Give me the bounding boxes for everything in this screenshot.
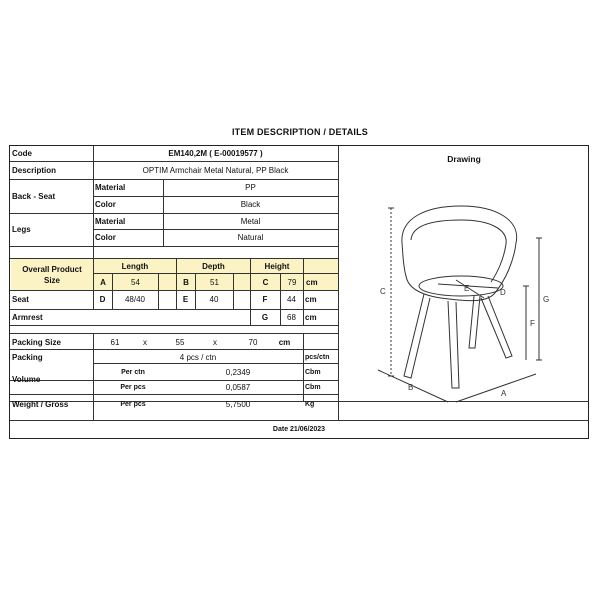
- dim-e-label: E: [464, 284, 470, 293]
- packing-size-label: Packing Size: [12, 338, 61, 347]
- seat-unit: cm: [305, 295, 317, 304]
- overall-blank-1: [159, 274, 176, 290]
- back-seat-material-value: PP: [245, 183, 256, 192]
- overall-blank-2: [234, 274, 250, 290]
- chair-drawing: [366, 198, 550, 408]
- drawing-title: Drawing: [447, 154, 481, 164]
- packing-size-unit: cm: [278, 338, 291, 347]
- depth-header: Depth: [177, 259, 250, 273]
- code-label: Code: [12, 149, 32, 158]
- packing-size-width: 55: [175, 338, 185, 347]
- back-seat-label: Back - Seat: [12, 191, 56, 201]
- overall-size-label: [11, 259, 93, 290]
- dim-g-label: G: [543, 295, 550, 304]
- height-header: Height: [251, 259, 303, 273]
- overall-b-letter: B: [177, 274, 195, 290]
- packing-size-x2: x: [213, 338, 217, 347]
- description-label: Description: [12, 165, 57, 175]
- volume-per-pcs-value: 0,0587: [225, 382, 251, 392]
- volume-per-pcs-label: Per pcs: [120, 383, 146, 391]
- dim-a-label: A: [501, 389, 507, 398]
- dim-b-label: B: [408, 383, 414, 392]
- weight-unit: Kg: [305, 400, 315, 408]
- packing-unit: pcs/ctn: [305, 353, 330, 361]
- code-value: EM140,2M ( E-00019577 ): [168, 149, 263, 158]
- spec-sheet: [9, 145, 589, 439]
- dim-d-label: D: [500, 288, 506, 297]
- seat-label: Seat: [12, 295, 29, 304]
- weight-label: Weight / Gross: [12, 399, 69, 409]
- armrest-label: Armrest: [12, 312, 43, 322]
- packing-size-length: 61: [110, 338, 120, 347]
- overall-a-letter: A: [94, 274, 112, 290]
- volume-per-pcs-unit: Cbm: [305, 383, 321, 391]
- packing-size-height: 70: [248, 338, 258, 347]
- date-stamp: Date 21/06/2023: [272, 426, 326, 433]
- seat-f-value: 44: [287, 295, 296, 304]
- legs-color-label: Color: [95, 233, 116, 242]
- overall-b-value: 51: [196, 274, 233, 290]
- dim-f-label: F: [530, 319, 535, 328]
- packing-size-x1: x: [143, 338, 147, 347]
- document-title: ITEM DESCRIPTION / DETAILS: [231, 127, 369, 137]
- legs-label: Legs: [12, 225, 31, 234]
- legs-color-value: Natural: [237, 233, 264, 242]
- packing-label: Packing: [12, 352, 43, 362]
- packing-value: 4 pcs / ctn: [179, 352, 217, 362]
- volume-per-ctn-label: Per ctn: [121, 368, 145, 376]
- overall-c-letter: C: [251, 274, 280, 290]
- overall-a-value: 54: [113, 274, 158, 290]
- seat-e-letter: E: [182, 295, 189, 304]
- seat-d-letter: D: [99, 295, 106, 304]
- weight-per-pcs-label: Per pcs: [120, 400, 146, 408]
- seat-f-letter: F: [262, 295, 268, 304]
- back-seat-color-value: Black: [240, 200, 261, 209]
- armrest-g-value: 68: [287, 312, 296, 322]
- overall-unit: cm: [304, 274, 338, 290]
- legs-material-label: Material: [95, 216, 126, 226]
- description-value: OPTIM Armchair Metal Natural, PP Black: [142, 165, 289, 175]
- dim-c-label: C: [380, 287, 386, 296]
- overall-size-label-line1: Overall Product: [22, 264, 82, 274]
- overall-c-value: 79: [281, 274, 303, 290]
- volume-per-ctn-value: 0,2349: [225, 367, 251, 377]
- overall-size-label-line2: Size: [43, 275, 60, 285]
- legs-material-value: Metal: [240, 216, 261, 226]
- weight-value: 5,7500: [225, 399, 251, 409]
- volume-per-ctn-unit: Cbm: [305, 368, 321, 376]
- back-seat-material-label: Material: [95, 183, 126, 192]
- length-header: Length: [94, 259, 176, 273]
- volume-label: Volume: [12, 374, 41, 384]
- seat-e-value: 40: [209, 295, 219, 304]
- armrest-g-letter: G: [261, 312, 269, 322]
- height-header-blank: [304, 259, 338, 273]
- back-seat-color-label: Color: [95, 200, 116, 209]
- armrest-unit: cm: [305, 312, 317, 322]
- seat-d-value: 48/40: [124, 295, 146, 304]
